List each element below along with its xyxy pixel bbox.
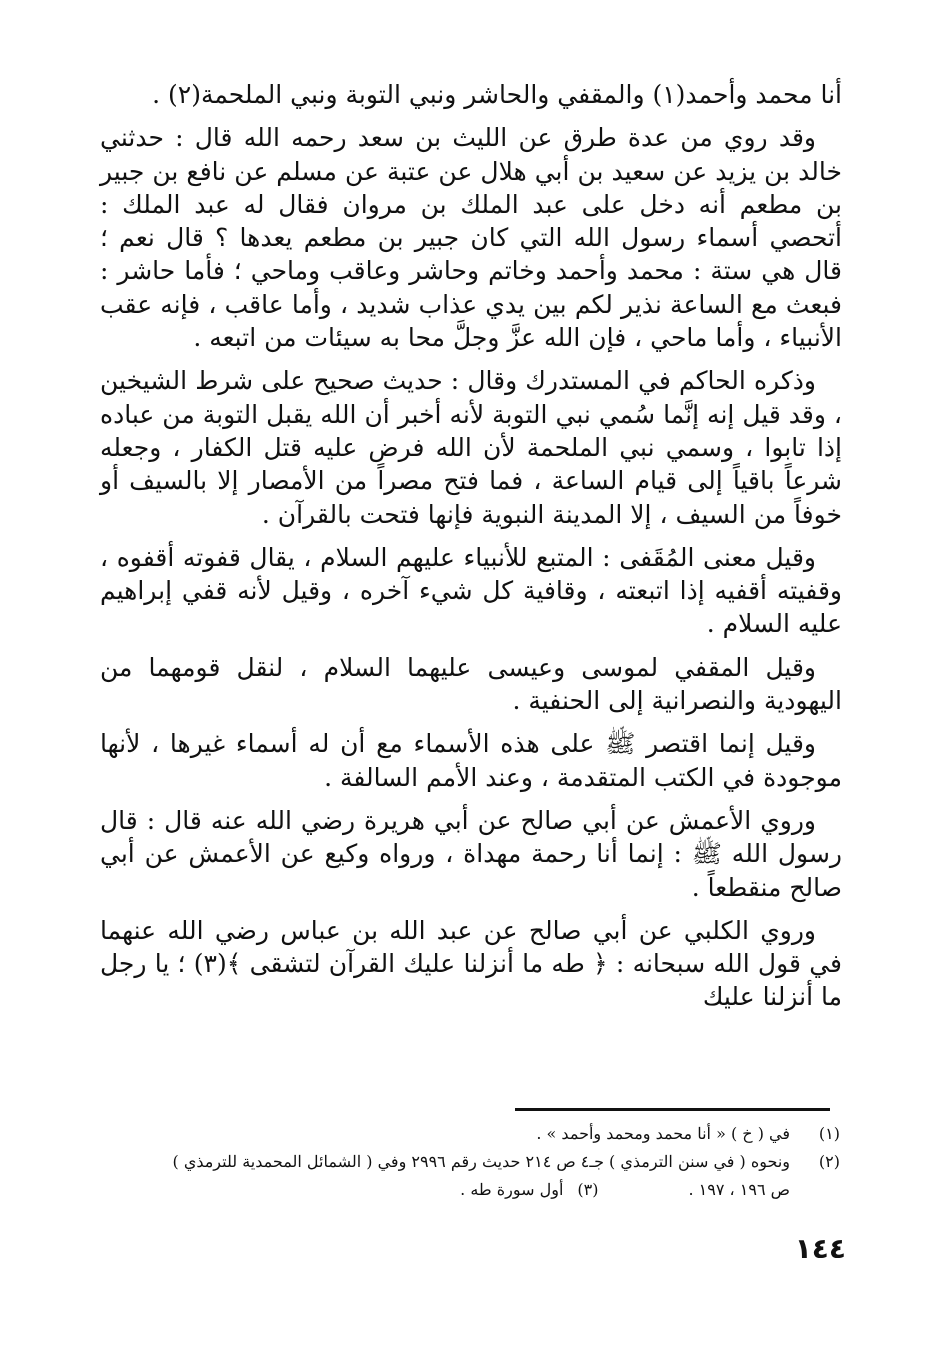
footnote-1-text: في ( خ ) « أنا محمد ومحمد وأحمد » . xyxy=(536,1124,790,1143)
paragraph-4: وقيل معنى المُقَفى : المتبع للأنبياء عليهم السلام ، يقال قفوته أقفوه ، وقفيته أقفيه إذا اتبعته ، وقافية كل شيء آخره ، وقيل لأنه قفي إبراهيم عليه السلام . xyxy=(100,542,842,639)
page-number: ١٤٤ xyxy=(794,1232,846,1265)
footnote-2-text: ونحوه ( في سنن الترمذي ) جـ٤ ص ٢١٤ حديث رقم ٢٩٩٦ وفي ( الشمائل المحمدية للترمذي ) xyxy=(172,1152,790,1171)
paragraph-6: وقيل إنما اقتصر ﷺ على هذه الأسماء مع أن له أسماء غيرها ، لأنها موجودة في الكتب المتقدمة ، وعند الأمم السالفة . xyxy=(100,729,842,792)
footnote-2-continuation: ص ١٩٦ ، ١٩٧ . xyxy=(688,1180,790,1199)
footnote-2 xyxy=(100,1148,840,1176)
paragraph-2: وقد روي من عدة طرق عن الليث بن سعد رحمه الله قال : حدثني خالد بن يزيد عن سعيد بن أبي هلال عن عتبة عن مسلم عن نافع بن جبير بن مطعم أنه دخل على عبد الملك بن مروان فقال له عبد الملك : أتحصي أسماء رسول الله التي كان جبير بن مطعم يعدها ؟ قال نعم ؛ قال هي ستة : محمد وأحمد وخاتم وحاشر وعاقب وماحي ؛ فأما حاشر : فبعث مع الساعة نذير لكم بين يدي عذاب شديد ، وأما عاقب ، فإنه عقب الأنبياء ، وأما ماحي ، فإن الله عزَّ وجلَّ محا به سيئات من اتبعه . xyxy=(100,123,842,353)
paragraph-1: أنا محمد وأحمد(١) والمقفي والحاشر ونبي التوبة ونبي الملحمة(٢) . xyxy=(152,80,842,109)
paragraph-8: وروي الكلبي عن أبي صالح عن عبد الله بن عباس رضي الله عنهما في قول الله سبحانه : ﴿ طه ما أنزلنا عليك القرآن لتشقى ﴾(٣) ؛ يا رجل ما أنزلنا عليك xyxy=(100,915,843,1012)
footnote-1-number: (١) xyxy=(818,1124,840,1143)
paragraph-5: وقيل المقفي لموسى وعيسى عليهما السلام ، لنقل قومهما من اليهودية والنصرانية إلى الحنفية . xyxy=(100,652,842,716)
footnote-2-number: (٢) xyxy=(818,1152,840,1171)
footnote-2-continuation-row xyxy=(100,1176,840,1204)
footnote-1 xyxy=(100,1120,840,1148)
main-text xyxy=(100,78,842,1024)
paragraph-3: وذكره الحاكم في المستدرك وقال : حديث صحيح على شرط الشيخين ، وقد قيل إنه إنَّما سُمي نبي التوبة لأنه أخبر أن الله يقبل التوبة من عباده إذا تابوا ، وسمي نبي الملحمة لأن الله فرض عليه قتل الكفار ، وجعله شرعاً باقياً إلى قيام الساعة ، فما فتح مصراً من الأمصار إلا بالسيف أو خوفاً من السيف ، إلا المدينة النبوية فإنها فتحت بالقرآن . xyxy=(100,366,842,529)
footnote-divider xyxy=(515,1108,830,1111)
footnote-3-number: (٣) xyxy=(577,1180,599,1199)
footnote-3-text: أول سورة طه . xyxy=(460,1180,564,1199)
footnotes xyxy=(100,1120,840,1204)
paragraph-7: وروي الأعمش عن أبي صالح عن أبي هريرة رضي الله عنه قال : قال رسول الله ﷺ : إنما أنا رحمة مهداة ، ورواه وكيع عن الأعمش عن أبي صالح منقطعاً . xyxy=(100,805,842,902)
